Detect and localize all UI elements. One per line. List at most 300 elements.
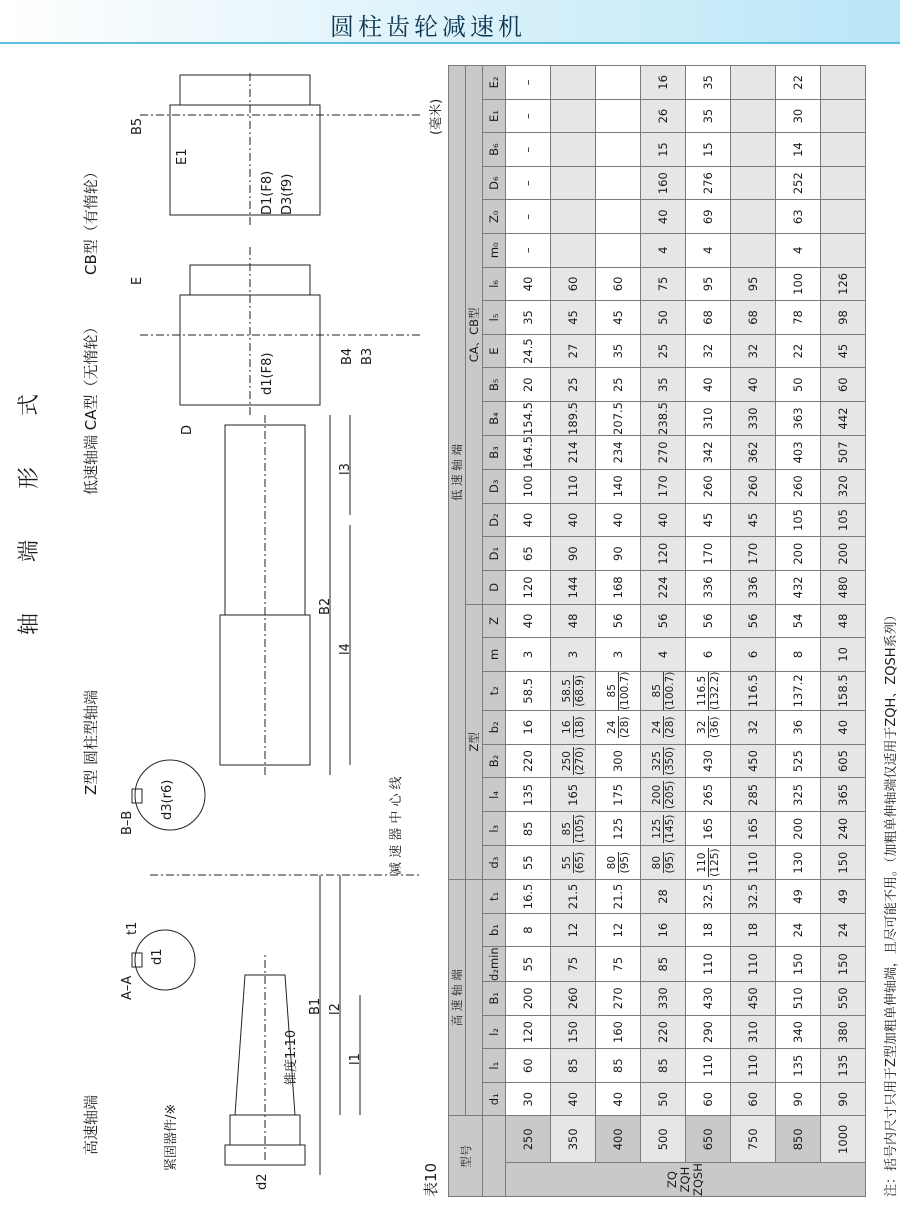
cell-b1: 18 [686, 913, 731, 946]
cell-l5: 35 [506, 301, 551, 334]
cell-d2min: 110 [686, 947, 731, 982]
cell-b2: 36 [776, 710, 821, 744]
table-unit: (毫米) [429, 98, 444, 135]
label-l2: l2 [328, 1003, 343, 1015]
cell-Zd: 69 [686, 200, 731, 233]
cell-E1 [821, 99, 866, 132]
cell-l1: 135 [776, 1049, 821, 1083]
cell-l3: 85 [506, 812, 551, 846]
cell-l2: 120 [506, 1015, 551, 1049]
cell-l3: 125 (145) [641, 812, 686, 846]
cell-B6: 15 [686, 133, 731, 166]
cell-B2: 430 [686, 744, 731, 778]
cell-l6: 100 [776, 267, 821, 301]
label-l1: l1 [348, 1053, 363, 1065]
cell-m: 3 [551, 638, 596, 671]
cell-d2min: 110 [731, 947, 776, 982]
column-header-l5: l₅ [483, 301, 506, 334]
cell-D1: 120 [641, 537, 686, 571]
cell-Z: 48 [821, 604, 866, 637]
cell-B5: 40 [731, 368, 776, 401]
cell-E: 24.5 [506, 334, 551, 368]
cell-Z: 56 [596, 604, 641, 637]
cell-l2: 340 [776, 1015, 821, 1049]
th-high-speed: 高 速 轴 端 [449, 880, 466, 1116]
cell-t1: 28 [641, 880, 686, 914]
cell-b1: 24 [821, 913, 866, 946]
cell-D3: 260 [776, 469, 821, 503]
cell-l2: 150 [551, 1015, 596, 1049]
page-banner [0, 0, 900, 44]
cell-D6 [821, 166, 866, 200]
label-d3r6: d3(r6) [160, 779, 175, 820]
cell-l1: 135 [821, 1049, 866, 1083]
cell-t2: 85 (100.7) [641, 671, 686, 710]
cell-Zd [596, 200, 641, 233]
cell-D6 [596, 166, 641, 200]
cell-D3: 260 [731, 469, 776, 503]
cell-E1: 35 [686, 99, 731, 132]
cell-b1: 12 [551, 913, 596, 946]
cell-l4: 135 [506, 778, 551, 812]
column-header-B4: B₄ [483, 401, 506, 435]
cell-l5: 78 [776, 301, 821, 334]
column-header-Z: Z [483, 604, 506, 637]
cell-d3: 80 (95) [596, 846, 641, 880]
cell-D2: 40 [596, 503, 641, 537]
cell-E: 25 [641, 334, 686, 368]
cell-l5: 68 [731, 301, 776, 334]
cell-l5: 98 [821, 301, 866, 334]
cell-l4: 200 (205) [641, 778, 686, 812]
cell-d2min: 55 [506, 947, 551, 982]
cell-D1: 170 [731, 537, 776, 571]
cell-d3: 55 (65) [551, 846, 596, 880]
cell-l2: 380 [821, 1015, 866, 1049]
cell-B5: 35 [641, 368, 686, 401]
label-center: 减 速 器 中 心 线 [389, 776, 404, 875]
cell-d3: 80 (95) [641, 846, 686, 880]
cell-d3: 110 [731, 846, 776, 880]
label-d2: d2 [255, 1173, 270, 1190]
cell-B6: – [506, 133, 551, 166]
cell-l2: 220 [641, 1015, 686, 1049]
label-d1: d1 [150, 948, 165, 965]
cell-l3: 165 [731, 812, 776, 846]
cell-D: 168 [596, 571, 641, 605]
table-row [551, 66, 596, 1197]
cell-mn: 4 [641, 233, 686, 267]
cell-E: 22 [776, 334, 821, 368]
cell-D6 [731, 166, 776, 200]
cell-B6 [596, 133, 641, 166]
cell-D3: 100 [506, 469, 551, 503]
cell-D1: 170 [686, 537, 731, 571]
cell-E1 [731, 99, 776, 132]
cell-E2: 35 [686, 66, 731, 100]
cell-l6: 60 [596, 267, 641, 301]
cell-D: 432 [776, 571, 821, 605]
th-model-spacer [483, 1116, 506, 1197]
label-B3: B3 [360, 347, 375, 365]
cell-E: 32 [686, 334, 731, 368]
cell-b1: 18 [731, 913, 776, 946]
table-row [821, 66, 866, 1197]
cell-d3: 130 [776, 846, 821, 880]
cell-l6: 95 [731, 267, 776, 301]
cell-model: 250 [506, 1116, 551, 1163]
cell-d2min: 75 [551, 947, 596, 982]
cell-E2 [731, 66, 776, 100]
section-z-type: Z型 圆柱型轴端 [82, 689, 100, 795]
cell-l2: 310 [731, 1015, 776, 1049]
cell-l4: 285 [731, 778, 776, 812]
column-header-B1: B₁ [483, 981, 506, 1015]
cell-m: 8 [776, 638, 821, 671]
cell-E1 [551, 99, 596, 132]
cell-D: 120 [506, 571, 551, 605]
cell-t2: 58.5 [506, 671, 551, 710]
cell-D: 480 [821, 571, 866, 605]
cell-D1: 200 [776, 537, 821, 571]
cell-b2: 16 [506, 710, 551, 744]
cell-l4: 265 [686, 778, 731, 812]
cell-E: 45 [821, 334, 866, 368]
cell-D: 224 [641, 571, 686, 605]
cell-D6 [551, 166, 596, 200]
cell-D6: 160 [641, 166, 686, 200]
cell-E2 [596, 66, 641, 100]
cell-D2: 40 [641, 503, 686, 537]
section-low-speed-ca: 低速轴端 CA型（无惰轮） [82, 319, 100, 495]
cell-B1: 430 [686, 981, 731, 1015]
cell-d1: 50 [641, 1083, 686, 1116]
cell-t1: 49 [821, 880, 866, 914]
label-l3: l3 [338, 463, 353, 475]
cell-D1: 200 [821, 537, 866, 571]
cell-m: 10 [821, 638, 866, 671]
cell-B5: 40 [686, 368, 731, 401]
cell-m: 4 [641, 638, 686, 671]
column-header-mn: m₀ [483, 233, 506, 267]
cell-mn [551, 233, 596, 267]
label-t1: t1 [125, 921, 140, 935]
cell-t2: 85 (100.7) [596, 671, 641, 710]
th-high-spacer [466, 880, 483, 1116]
cell-mn: – [506, 233, 551, 267]
cell-d1: 30 [506, 1083, 551, 1116]
cell-Z: 56 [731, 604, 776, 637]
cell-D: 144 [551, 571, 596, 605]
cell-Zd [821, 200, 866, 233]
cell-Zd: – [506, 200, 551, 233]
section-high-speed: 高速轴端 [82, 1094, 100, 1155]
cell-B4: 442 [821, 401, 866, 435]
cell-t1: 21.5 [551, 880, 596, 914]
cell-model: 1000 [821, 1116, 866, 1163]
series-label: ZQ ZQH ZQSH [506, 1163, 866, 1197]
rotated-page [0, 65, 900, 1215]
cell-B3: 362 [731, 435, 776, 469]
cell-l5: 50 [641, 301, 686, 334]
cell-B4: 189.5 [551, 401, 596, 435]
cell-B3: 214 [551, 435, 596, 469]
cell-mn: 4 [686, 233, 731, 267]
cell-l6: 75 [641, 267, 686, 301]
label-B4: B4 [340, 347, 355, 365]
cell-l3: 240 [821, 812, 866, 846]
cell-Z: 54 [776, 604, 821, 637]
cell-B1: 330 [641, 981, 686, 1015]
th-model: 型号 [449, 1116, 483, 1197]
cell-d2min: 150 [821, 947, 866, 982]
cell-d1: 60 [731, 1083, 776, 1116]
cell-l3: 125 [596, 812, 641, 846]
cell-Z: 56 [686, 604, 731, 637]
cell-B4: 154.5 [506, 401, 551, 435]
cell-b2: 16 (18) [551, 710, 596, 744]
table-row [731, 66, 776, 1197]
cell-B5: 60 [821, 368, 866, 401]
cell-l6: 126 [821, 267, 866, 301]
cell-t1: 16.5 [506, 880, 551, 914]
cell-D1: 65 [506, 537, 551, 571]
cell-B4: 238.5 [641, 401, 686, 435]
cell-d1: 40 [596, 1083, 641, 1116]
cell-l1: 85 [551, 1049, 596, 1083]
cell-B4: 207.5 [596, 401, 641, 435]
label-D3: D3(f9) [280, 173, 295, 215]
cell-D3: 110 [551, 469, 596, 503]
cell-b1: 16 [641, 913, 686, 946]
column-header-D3: D₃ [483, 469, 506, 503]
label-taper: 锥度1:10 [284, 1029, 299, 1085]
cell-mn [596, 233, 641, 267]
cell-D3: 170 [641, 469, 686, 503]
label-section-aa: A–A [120, 975, 135, 1000]
cell-b2: 32 [731, 710, 776, 744]
banner-title: 圆柱齿轮减速机 [330, 13, 526, 41]
cell-t2: 116.5 [731, 671, 776, 710]
cell-Z: 48 [551, 604, 596, 637]
cell-E1: – [506, 99, 551, 132]
cell-E1 [596, 99, 641, 132]
column-header-l4: l₄ [483, 778, 506, 812]
cell-B2: 605 [821, 744, 866, 778]
cell-l4: 165 [551, 778, 596, 812]
section-cb: CB型（有惰轮） [82, 164, 100, 275]
cell-D3: 260 [686, 469, 731, 503]
cell-Zd: 63 [776, 200, 821, 233]
cell-mn [821, 233, 866, 267]
cell-B3: 164.5 [506, 435, 551, 469]
cell-l2: 290 [686, 1015, 731, 1049]
cell-l5: 45 [551, 301, 596, 334]
cell-d3: 55 [506, 846, 551, 880]
cell-B5: 20 [506, 368, 551, 401]
cb-hub [170, 105, 320, 215]
cell-model: 650 [686, 1116, 731, 1163]
column-header-d2min: d₂min [483, 947, 506, 982]
cell-b2: 32 (36) [686, 710, 731, 744]
cell-B3: 234 [596, 435, 641, 469]
cell-B1: 270 [596, 981, 641, 1015]
cell-B1: 550 [821, 981, 866, 1015]
cell-D2: 40 [506, 503, 551, 537]
cell-t2: 116.5 (132.2) [686, 671, 731, 710]
cell-t2: 137.2 [776, 671, 821, 710]
cell-B3: 403 [776, 435, 821, 469]
cell-l6: 40 [506, 267, 551, 301]
cell-t1: 32.5 [686, 880, 731, 914]
cell-B2: 450 [731, 744, 776, 778]
th-z-type: Z型 [466, 604, 483, 879]
cell-Zd [551, 200, 596, 233]
cell-E1: 26 [641, 99, 686, 132]
drawings-svg [0, 65, 440, 1215]
cell-B6 [821, 133, 866, 166]
cell-B3: 270 [641, 435, 686, 469]
cell-l2: 160 [596, 1015, 641, 1049]
cell-l4: 365 [821, 778, 866, 812]
column-header-D6: D₆ [483, 166, 506, 200]
cell-E1: 30 [776, 99, 821, 132]
cell-B5: 50 [776, 368, 821, 401]
column-header-Zd: Z₀ [483, 200, 506, 233]
cell-B5: 25 [596, 368, 641, 401]
column-header-row [483, 66, 506, 1197]
cell-model: 400 [596, 1116, 641, 1163]
cell-d2min: 85 [641, 947, 686, 982]
cell-B4: 363 [776, 401, 821, 435]
cell-d3: 150 [821, 846, 866, 880]
cell-B1: 510 [776, 981, 821, 1015]
cell-D1: 90 [596, 537, 641, 571]
cell-B4: 310 [686, 401, 731, 435]
cell-D1: 90 [551, 537, 596, 571]
column-header-l6: l₆ [483, 267, 506, 301]
column-header-b1: b₁ [483, 913, 506, 946]
column-header-B5: B₅ [483, 368, 506, 401]
column-header-t1: t₁ [483, 880, 506, 914]
table-row [686, 66, 731, 1197]
cell-l3: 200 [776, 812, 821, 846]
footnote: 注：括号内尺寸只用于Z型加粗单伸轴端，且尽可能不用。（加粗单伸轴端仅适用于ZQH、ZQSH系列） [884, 608, 899, 1197]
cell-B2: 220 [506, 744, 551, 778]
label-D: D [180, 424, 195, 435]
cell-D6: 276 [686, 166, 731, 200]
cell-d2min: 75 [596, 947, 641, 982]
cell-m: 6 [731, 638, 776, 671]
cell-D2: 105 [776, 503, 821, 537]
cell-B2: 325 (350) [641, 744, 686, 778]
cell-l1: 85 [596, 1049, 641, 1083]
cell-B3: 342 [686, 435, 731, 469]
cell-l1: 60 [506, 1049, 551, 1083]
column-header-l1: l₁ [483, 1049, 506, 1083]
label-D1: D1(F8) [260, 170, 275, 215]
table-row [596, 66, 641, 1197]
keyway-aa [132, 953, 142, 967]
cb-flange [180, 75, 310, 105]
label-B5: B5 [130, 117, 145, 135]
cell-l1: 110 [731, 1049, 776, 1083]
column-header-m: m [483, 638, 506, 671]
cell-d1: 40 [551, 1083, 596, 1116]
cell-l6: 60 [551, 267, 596, 301]
label-B1: B1 [308, 997, 323, 1015]
cell-E: 35 [596, 334, 641, 368]
cell-B2: 300 [596, 744, 641, 778]
cell-D: 336 [686, 571, 731, 605]
cell-E2 [821, 66, 866, 100]
cell-d3: 110 (125) [686, 846, 731, 880]
cell-B6 [731, 133, 776, 166]
cell-t2: 58.5 (68.9) [551, 671, 596, 710]
keyway-bb [132, 789, 142, 803]
cell-B3: 507 [821, 435, 866, 469]
cell-D2: 40 [551, 503, 596, 537]
cell-d1: 90 [776, 1083, 821, 1116]
cell-b1: 12 [596, 913, 641, 946]
table-body [506, 66, 866, 1197]
cell-l4: 175 [596, 778, 641, 812]
cell-D6: – [506, 166, 551, 200]
cell-t1: 49 [776, 880, 821, 914]
th-ca-cb: CA、CB型 [466, 66, 483, 605]
cell-D2: 105 [821, 503, 866, 537]
cell-B6: 14 [776, 133, 821, 166]
cell-m: 6 [686, 638, 731, 671]
cell-l1: 85 [641, 1049, 686, 1083]
cell-Zd [731, 200, 776, 233]
cell-model: 500 [641, 1116, 686, 1163]
cell-l6: 95 [686, 267, 731, 301]
label-E1: E1 [175, 148, 190, 165]
label-E: E [130, 276, 145, 285]
column-header-D: D [483, 571, 506, 605]
column-header-E2: E₂ [483, 66, 506, 100]
column-header-B6: B₆ [483, 133, 506, 166]
cell-d1: 60 [686, 1083, 731, 1116]
cell-mn [731, 233, 776, 267]
cell-D3: 140 [596, 469, 641, 503]
cell-b1: 8 [506, 913, 551, 946]
cell-l5: 68 [686, 301, 731, 334]
cell-B6: 15 [641, 133, 686, 166]
cell-t2: 158.5 [821, 671, 866, 710]
column-header-B3: B₃ [483, 435, 506, 469]
cell-b1: 24 [776, 913, 821, 946]
column-header-E1: E₁ [483, 99, 506, 132]
cell-l3: 165 [686, 812, 731, 846]
cell-E2: – [506, 66, 551, 100]
column-header-d3: d₃ [483, 846, 506, 880]
cell-d1: 90 [821, 1083, 866, 1116]
cell-d2min: 150 [776, 947, 821, 982]
cell-mn: 4 [776, 233, 821, 267]
cell-B1: 260 [551, 981, 596, 1015]
column-header-b2: b₂ [483, 710, 506, 744]
cell-b2: 40 [821, 710, 866, 744]
column-header-l3: l₃ [483, 812, 506, 846]
cell-Z: 40 [506, 604, 551, 637]
cell-m: 3 [596, 638, 641, 671]
th-low-speed: 低 速 轴 端 [449, 66, 466, 880]
cell-l3: 85 (105) [551, 812, 596, 846]
label-d1f8: d1(F8) [260, 352, 275, 395]
cell-E: 27 [551, 334, 596, 368]
